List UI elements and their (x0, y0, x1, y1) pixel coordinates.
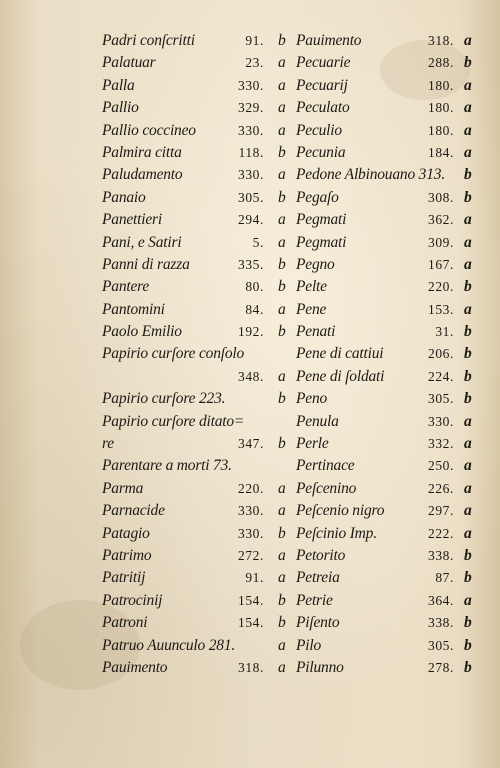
left-column-letter: b (278, 188, 286, 206)
left-term: Panaio (102, 188, 146, 206)
left-column-letter: a (278, 658, 286, 676)
right-column-letter: a (464, 32, 472, 49)
left-column-letter: a (278, 99, 286, 117)
left-page-number: 220. (237, 480, 264, 496)
index-row (102, 97, 486, 119)
right-term: Petreia (296, 569, 340, 587)
left-column-letter: a (278, 233, 286, 251)
index-row (102, 478, 486, 500)
index-row (102, 590, 486, 612)
right-column-letter: a (464, 233, 472, 251)
right-page-number: 338. (427, 547, 454, 563)
left-column-letter: a (278, 166, 286, 184)
right-term: Petorito (296, 546, 346, 564)
right-column-letter: b (464, 323, 472, 341)
left-page-number: 330. (237, 77, 264, 93)
right-column-letter: a (464, 591, 472, 609)
left-term: Parnacide (102, 502, 165, 520)
left-page-number: 330. (237, 122, 264, 138)
left-term: Pallio coccineo (102, 121, 196, 139)
left-term: Pantomini (102, 300, 165, 318)
right-page-number: 31. (435, 324, 454, 340)
right-page-number: 180. (427, 122, 454, 138)
right-term: Peno (296, 390, 328, 408)
index-row (102, 612, 486, 634)
right-column-letter: a (464, 479, 472, 497)
right-column-letter: a (464, 211, 472, 229)
right-column-letter: a (464, 121, 472, 139)
left-column-letter: b (278, 143, 286, 161)
index-row (102, 52, 486, 74)
left-term: Patruo Auunculo 281. (102, 636, 236, 654)
right-term: Pelte (296, 278, 327, 296)
index-row (102, 567, 486, 589)
left-term: Panni di razza (102, 255, 190, 273)
right-page-number: 338. (427, 615, 454, 631)
right-column-letter: a (464, 99, 472, 117)
index-row (102, 321, 486, 343)
left-column-letter: a (278, 479, 286, 497)
right-column-letter: b (464, 546, 472, 564)
index-row (102, 388, 486, 410)
left-page-number: 305. (237, 189, 264, 205)
right-page-number: 364. (427, 592, 454, 608)
index-row (102, 276, 486, 298)
left-page-number: 272. (237, 547, 264, 563)
index-row (102, 455, 486, 477)
right-page-number: 297. (427, 503, 454, 519)
left-column-letter: a (278, 502, 286, 520)
index-table (102, 30, 486, 679)
left-page-number: 330. (237, 525, 264, 541)
right-column-letter: b (464, 569, 472, 587)
left-page-number: 80. (245, 279, 264, 295)
left-column-letter: b (278, 255, 286, 273)
index-row (102, 657, 486, 679)
index-row (102, 75, 486, 97)
right-page-number: 184. (427, 144, 454, 160)
right-page-number: 224. (427, 368, 454, 384)
left-column-letter: a (278, 211, 286, 229)
left-page-number: 91. (245, 33, 264, 48)
index-row (102, 254, 486, 276)
index-row (102, 343, 486, 365)
left-term: Palmira citta (102, 143, 182, 161)
left-column-letter: b (278, 390, 286, 408)
right-page-number: 362. (427, 212, 454, 228)
left-page-number: 5. (252, 234, 264, 250)
right-page-number: 278. (427, 659, 454, 675)
left-term: Patrimo (102, 546, 152, 564)
left-page-number: 294. (237, 212, 264, 228)
right-term: Pegmati (296, 211, 347, 229)
right-term: Peſcenio nigro (296, 502, 385, 520)
left-term: Pani, e Satiri (102, 233, 182, 251)
right-term: Pene di cattiui (296, 345, 384, 363)
right-term: Pegmati (296, 233, 347, 251)
right-term: Piſento (296, 614, 340, 632)
right-page-number: 180. (427, 77, 454, 93)
right-term: Pegno (296, 255, 335, 273)
index-row (102, 433, 486, 455)
right-page-number: 318. (427, 33, 454, 48)
right-column-letter: a (464, 412, 472, 430)
left-page-number: 330. (237, 503, 264, 519)
index-row (102, 523, 486, 545)
right-term: Pilo (296, 636, 322, 654)
left-column-letter: a (278, 300, 286, 318)
right-term: Peſcenino (296, 479, 357, 497)
left-page-number: 84. (245, 301, 264, 317)
left-term: re (102, 435, 114, 453)
right-column-letter: b (464, 390, 472, 408)
left-page-number: 330. (237, 167, 264, 183)
right-term: Perle (296, 435, 329, 453)
left-page-number: 118. (238, 144, 264, 160)
right-term: Pene di ſoldati (296, 367, 385, 385)
right-page-number: 222. (427, 525, 454, 541)
left-term: Parma (102, 479, 144, 497)
left-column-letter: a (278, 367, 286, 385)
right-column-letter: a (464, 524, 472, 542)
left-column-letter: b (278, 32, 286, 49)
right-term: Pauimento (296, 32, 362, 49)
left-term: Paludamento (102, 166, 183, 184)
right-column-letter: a (464, 76, 472, 94)
right-column-letter: a (464, 457, 472, 475)
right-page-number: 167. (427, 256, 454, 272)
left-column-letter: a (278, 569, 286, 587)
right-term: Pene (296, 300, 327, 318)
left-term: Patroni (102, 614, 148, 632)
right-page-number: 305. (427, 637, 454, 653)
left-column-letter: b (278, 524, 286, 542)
index-row (102, 232, 486, 254)
left-term: Palla (102, 76, 135, 94)
right-page-number: 288. (427, 55, 454, 71)
left-column-letter: b (278, 435, 286, 453)
left-page-number: 329. (237, 100, 264, 116)
right-column-letter: a (464, 300, 472, 318)
index-row (102, 30, 486, 52)
left-column-letter: a (278, 546, 286, 564)
right-term: Pecuarie (296, 54, 351, 72)
left-term: Pauimento (102, 658, 168, 676)
left-term: Patagio (102, 524, 150, 542)
right-column-letter: a (464, 435, 472, 453)
right-column-letter: b (464, 367, 472, 385)
index-row (102, 545, 486, 567)
right-page-number: 87. (435, 570, 454, 586)
left-page-number: 23. (245, 55, 264, 71)
left-column-letter: a (278, 54, 286, 72)
left-term: Patritij (102, 569, 146, 587)
index-row (102, 164, 486, 186)
left-column-letter: b (278, 323, 286, 341)
right-page-number: 220. (427, 279, 454, 295)
index-row (102, 635, 486, 657)
index-row (102, 209, 486, 231)
right-page-number: 308. (427, 189, 454, 205)
index-row (102, 120, 486, 142)
right-column-letter: a (464, 143, 472, 161)
index-row (102, 366, 486, 388)
right-term: Pilunno (296, 658, 344, 676)
left-term: Padri conſcritti (102, 32, 195, 49)
right-term: Pecunia (296, 143, 346, 161)
right-column-letter: b (464, 345, 472, 363)
index-row (102, 142, 486, 164)
right-term: Pegaſo (296, 188, 339, 206)
right-term: Peſcinio Imp. (296, 524, 377, 542)
left-term: Paolo Emilio (102, 323, 182, 341)
right-page-number: 226. (427, 480, 454, 496)
left-page-number: 91. (245, 570, 264, 586)
left-term: Papirio curſore conſolo (102, 345, 245, 363)
left-page-number: 335. (237, 256, 264, 272)
right-term: Penula (296, 412, 339, 430)
right-page-number: 305. (427, 391, 454, 407)
left-page-number: 154. (237, 615, 264, 631)
left-page-number: 154. (237, 592, 264, 608)
left-term: Parentare a morti 73. (102, 457, 232, 475)
left-page-number: 348. (237, 368, 264, 384)
index-row (102, 187, 486, 209)
index-row (102, 500, 486, 522)
right-term: Pecuarij (296, 76, 348, 94)
right-column-letter: b (464, 658, 472, 676)
left-term: Pantere (102, 278, 150, 296)
left-term: Patrocinij (102, 591, 163, 609)
right-term: Petrie (296, 591, 333, 609)
right-column-letter: b (464, 166, 472, 184)
left-column-letter: b (278, 278, 286, 296)
right-term: Peculio (296, 121, 342, 139)
left-page-number: 318. (237, 659, 264, 675)
left-term: Panettieri (102, 211, 162, 229)
right-column-letter: a (464, 502, 472, 520)
left-column-letter: a (278, 121, 286, 139)
right-page-number: 180. (427, 100, 454, 116)
left-column-letter: b (278, 614, 286, 632)
left-column-letter: b (278, 591, 286, 609)
left-term: Papirio curſore ditato= (102, 412, 245, 430)
right-column-letter: b (464, 636, 472, 654)
left-term: Papirio curſore 223. (102, 390, 226, 408)
right-term: Pedone Albinouano 313. (296, 166, 446, 184)
left-page-number: 192. (237, 324, 264, 340)
right-page-number: 206. (427, 346, 454, 362)
right-column-letter: b (464, 614, 472, 632)
left-term: Palatuar (102, 54, 156, 72)
left-term: Pallio (102, 99, 139, 117)
index-row (102, 411, 486, 433)
left-page-number: 347. (237, 436, 264, 452)
left-column-letter: a (278, 76, 286, 94)
left-column-letter: a (278, 636, 286, 654)
index-row (102, 299, 486, 321)
right-page-number: 153. (427, 301, 454, 317)
right-column-letter: b (464, 188, 472, 206)
right-term: Penati (296, 323, 336, 341)
right-column-letter: b (464, 54, 472, 72)
right-page-number: 330. (427, 413, 454, 429)
right-page-number: 332. (427, 436, 454, 452)
right-column-letter: a (464, 255, 472, 273)
right-term: Pertinace (296, 457, 355, 475)
right-page-number: 250. (427, 458, 454, 474)
right-term: Peculato (296, 99, 350, 117)
right-column-letter: b (464, 278, 472, 296)
right-page-number: 309. (427, 234, 454, 250)
